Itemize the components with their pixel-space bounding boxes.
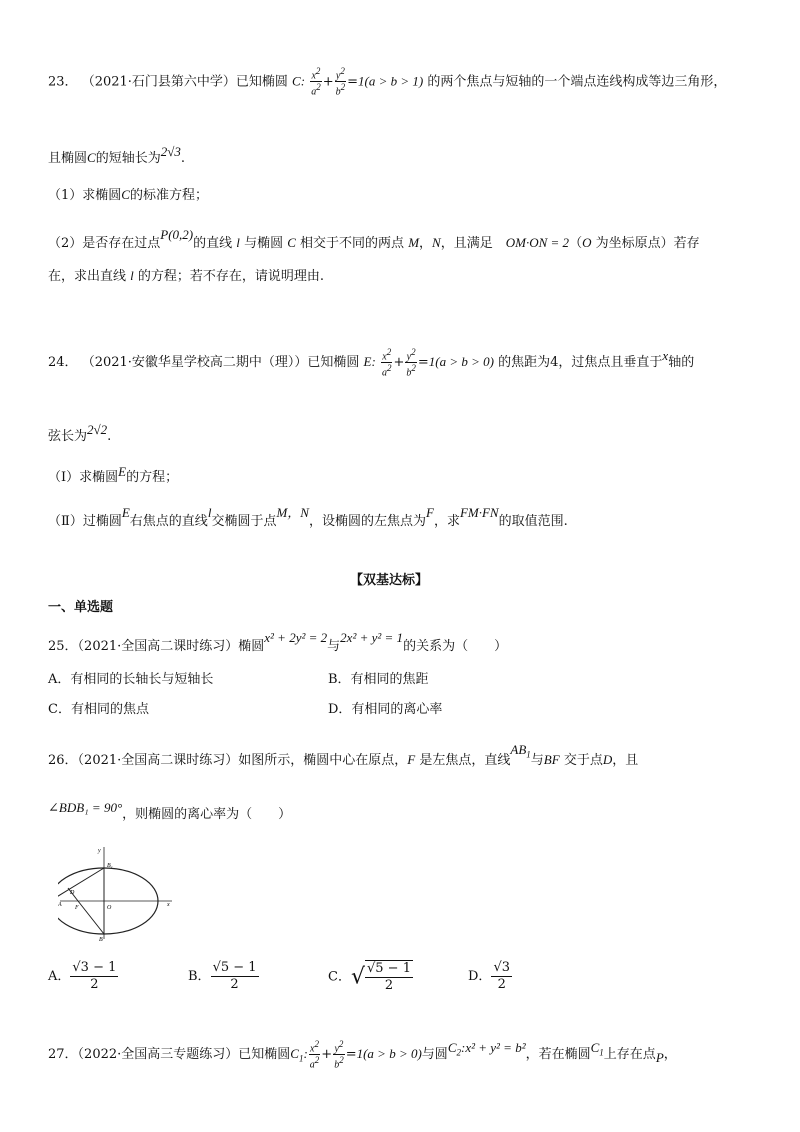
q23-part1-text: （1）求椭圆 (48, 188, 122, 203)
fig-label-f: F (75, 905, 79, 911)
q24-x: x (662, 348, 669, 363)
q27-frac-x: $\frac{x2}{a2}$ (309, 1038, 320, 1071)
q23-c: C (87, 150, 96, 165)
q27-mid: 与圆 (421, 1047, 448, 1062)
q25-eq1: x² + 2y² = 2 (264, 630, 328, 645)
q23-part1-end: 的标准方程； (129, 188, 208, 203)
q24-part1-e: E (118, 464, 127, 479)
q25-eq2: 2x² + y² = 1 (340, 630, 404, 645)
q26-line1: 26．（2021·全国高二课时练习）如图所示，椭圆中心在原点，F 是左焦点，直线$AB_1$与BF 交于点D，且 (48, 742, 639, 768)
q23-frac-y: $\frac{y2}{b2}$ (335, 66, 346, 98)
q24-part2-c: 交椭圆于点 (211, 514, 277, 529)
q26-angle-eq: ∠BDB₁ = 90° (48, 800, 123, 815)
q24-number: 24． (48, 355, 78, 370)
q23-part2-f: （ (569, 236, 583, 251)
q23-text1: 的两个焦点与短轴的一个端点连线构成等边三角形， (427, 74, 727, 90)
q23-part2-c: 与椭圆 (244, 236, 284, 251)
q24-ellipse-name: E (363, 354, 372, 369)
q26-option-a-frac (70, 960, 118, 993)
q26-line2-end: ，则椭圆的离心率为（ ） (122, 807, 292, 822)
q26-number: 26． (48, 753, 78, 768)
q26-option-b-den: 2 (230, 977, 239, 992)
q23-line2-pre: 且椭圆 (48, 151, 88, 166)
q23-eq-cond: 1(a > b > 1) (358, 73, 424, 89)
q25-mid: 与 (327, 639, 341, 654)
fig-label-b: B (99, 937, 103, 943)
q26-option-d-label: D． (468, 969, 492, 984)
q26-option-b-num: √5 − 1 (212, 960, 257, 975)
q24-part2-d: ，设椭圆的左焦点为 (308, 514, 426, 529)
q23-line2: 且椭圆C的短轴长为2√3. (48, 144, 185, 166)
q26-option-b[interactable] (188, 960, 259, 993)
fig-label-a: A (58, 902, 62, 908)
q27-end: ，若在椭圆 (525, 1047, 591, 1062)
q26-option-c[interactable]: C．√ $\frac{√5 - 1}{2}$ (328, 961, 411, 993)
q26-ellipse-figure (58, 843, 176, 943)
q23-part1 (48, 185, 208, 206)
q24-part2-a: （Ⅱ）过椭圆 (48, 514, 122, 529)
q27-source: （2022·全国高三专题练习）已知椭圆 (77, 1047, 291, 1062)
q27-line1: 27．（2022·全国高三专题练习）已知椭圆$C_1$: $\frac{x2}{a2}$ + $\frac{y2}{b2}$ =1(a > b > 0)与圆$C_2:x^2 + y^2 = b^2$，若在椭圆$C_1$上存在点P， (48, 1038, 677, 1071)
q24-text1-end: 轴的 (668, 355, 695, 370)
q26-t4: ，且 (612, 753, 639, 768)
q26-option-c-den: 2 (384, 978, 394, 993)
q23-part2-d: 相交于不同的两点 (300, 236, 405, 251)
q25-end: 的关系为（ ） (403, 639, 508, 654)
q26-option-a-num: √3 − 1 (72, 960, 117, 975)
q24-part2-e: E (121, 505, 130, 520)
q26-option-b-frac (211, 960, 259, 993)
q23-part2-e: ，且满足 (440, 236, 493, 251)
q26-t1: 是左焦点，直线 (419, 753, 511, 768)
fig-label-o: O (107, 905, 112, 911)
q24-text1: 的焦距为4，过焦点且垂直于 (498, 355, 663, 370)
q23-point-p: P(0,2) (160, 227, 194, 242)
q23-part2-line2-text: 在，求出直线 (48, 269, 127, 284)
q27-frac-y: $\frac{y2}{b2}$ (334, 1038, 344, 1071)
q25-option-a[interactable]: A．有相同的长轴长与短轴长 (48, 672, 214, 687)
q26-option-c-frac (365, 960, 413, 994)
q23-ellipse-name: C (292, 73, 301, 89)
q26-option-a-label: A． (48, 969, 71, 984)
q26-option-d-num: √3 (493, 960, 510, 975)
q26-option-d-frac (491, 960, 512, 993)
q23-part1-c: C (121, 187, 130, 202)
section-title: 【双基达标】 (350, 573, 429, 588)
q25-option-d[interactable]: D．有相同的离心率 (328, 702, 443, 717)
q24-part2-f: 的取值范围. (498, 514, 568, 529)
q27-eq2: x² + y² = b² (465, 1040, 526, 1055)
q23-part2-b: 的直线 (193, 236, 233, 251)
q26-option-c-num: √5 − 1 (366, 961, 411, 976)
q23-part2-g: 为坐标原点）若存 (595, 236, 700, 251)
q25-option-c[interactable]: C．有相同的焦点 (48, 702, 149, 717)
q23-part2-line2: 在，求出直线 l 的方程；若不存在，请说明理由. (48, 268, 325, 284)
q23-part2-ellipse: C (287, 235, 296, 250)
q25-option-b[interactable]: B．有相同的焦距 (328, 672, 429, 687)
q25-source: （2021·全国高二课时练习）椭圆 (77, 639, 265, 654)
fig-label-y: y (98, 848, 101, 854)
q23-source: （2021·石门县第六中学）已知椭圆 (81, 74, 288, 90)
q23-number: 23． (48, 74, 78, 90)
q24-part2-e2: ，求 (433, 514, 460, 529)
q23-part2-a: （2）是否存在过点 (48, 236, 161, 251)
q24-frac-y: $\frac{y2}{b2}$ (406, 346, 416, 379)
q25-number: 25． (48, 639, 78, 654)
q27-number: 27． (48, 1047, 78, 1062)
q26-option-a-den: 2 (90, 977, 99, 992)
q23-line1: 23． （2021·石门县第六中学）已知椭圆 C: $\frac{x2}{a2}$ + $\frac{y2}{b2}$ =1(a > b > 1) 的两个焦点与短轴的一个端点连线构成等边三角形， (48, 66, 727, 98)
q24-source: （2021·安徽华星学校高二期中（理））已知椭圆 (81, 355, 360, 370)
q24-part2: （Ⅱ）过椭圆E右焦点的直线l交椭圆于点M，N，设椭圆的左焦点为F，求FM·FN的取值范围. (48, 505, 568, 529)
q27-end3: ， (663, 1047, 677, 1062)
q23-part2: （2）是否存在过点P(0,2)的直线 l 与椭圆 C 相交于不同的两点 M，N，且满足 OM·ON = 2（O 为坐标原点）若存 (48, 227, 700, 251)
q24-dot-product: FM·FN (459, 505, 499, 520)
q23-part2-line2-end: 的方程；若不存在，请说明理由. (137, 269, 325, 284)
q26-option-d-den: 2 (497, 977, 506, 992)
q24-eq-cond: 1(a > b > 0) (428, 354, 494, 369)
q24-part1-end: 的方程； (126, 470, 179, 485)
q24-part2-b: 右焦点的直线 (129, 514, 208, 529)
q26-t3: 交于点 (563, 753, 603, 768)
q24-chord-value: 2√2 (87, 422, 108, 437)
q24-part1 (48, 462, 178, 488)
q23-line2-mid: 的短轴长为 (95, 151, 161, 166)
q23-frac-x: $\frac{x2}{a2}$ (311, 66, 321, 98)
q24-line2-text: 弦长为 (48, 429, 88, 444)
q24-line2: 弦长为2√2. (48, 422, 112, 444)
q26-option-d[interactable] (468, 960, 512, 993)
q26-option-a[interactable] (48, 960, 118, 993)
q24-line1: 24． （2021·安徽华星学校高二期中（理））已知椭圆 E: $\frac{x2}{a2}$ + $\frac{y2}{b2}$ =1(a > b > 0) 的焦距为4，过焦点且垂直于x轴的 (48, 346, 695, 379)
q26-option-b-label: B． (188, 969, 211, 984)
fig-label-x: x (167, 902, 170, 908)
q26-option-c-label: C． (328, 969, 351, 985)
q26-source: （2021·全国高二课时练习）如图所示，椭圆中心在原点， (77, 753, 408, 768)
q26-line2 (48, 798, 291, 825)
q26-t2: 与 (530, 753, 544, 768)
q23-dot-product: OM·ON = 2 (505, 235, 570, 250)
q25-line1 (48, 628, 507, 657)
q27-end2: 上存在点 (603, 1047, 656, 1062)
fig-label-d: D (70, 890, 75, 896)
fig-label-b1: B₁ (107, 863, 113, 869)
q24-frac-x: $\frac{x2}{a2}$ (381, 346, 392, 379)
q24-part1-text: （Ⅰ）求椭圆 (48, 470, 119, 485)
section-heading: 一、单选题 (48, 600, 114, 615)
q27-eq1-cond: 1(a > b > 0) (356, 1046, 422, 1061)
q23-minor-axis-value: 2√3 (160, 144, 181, 159)
